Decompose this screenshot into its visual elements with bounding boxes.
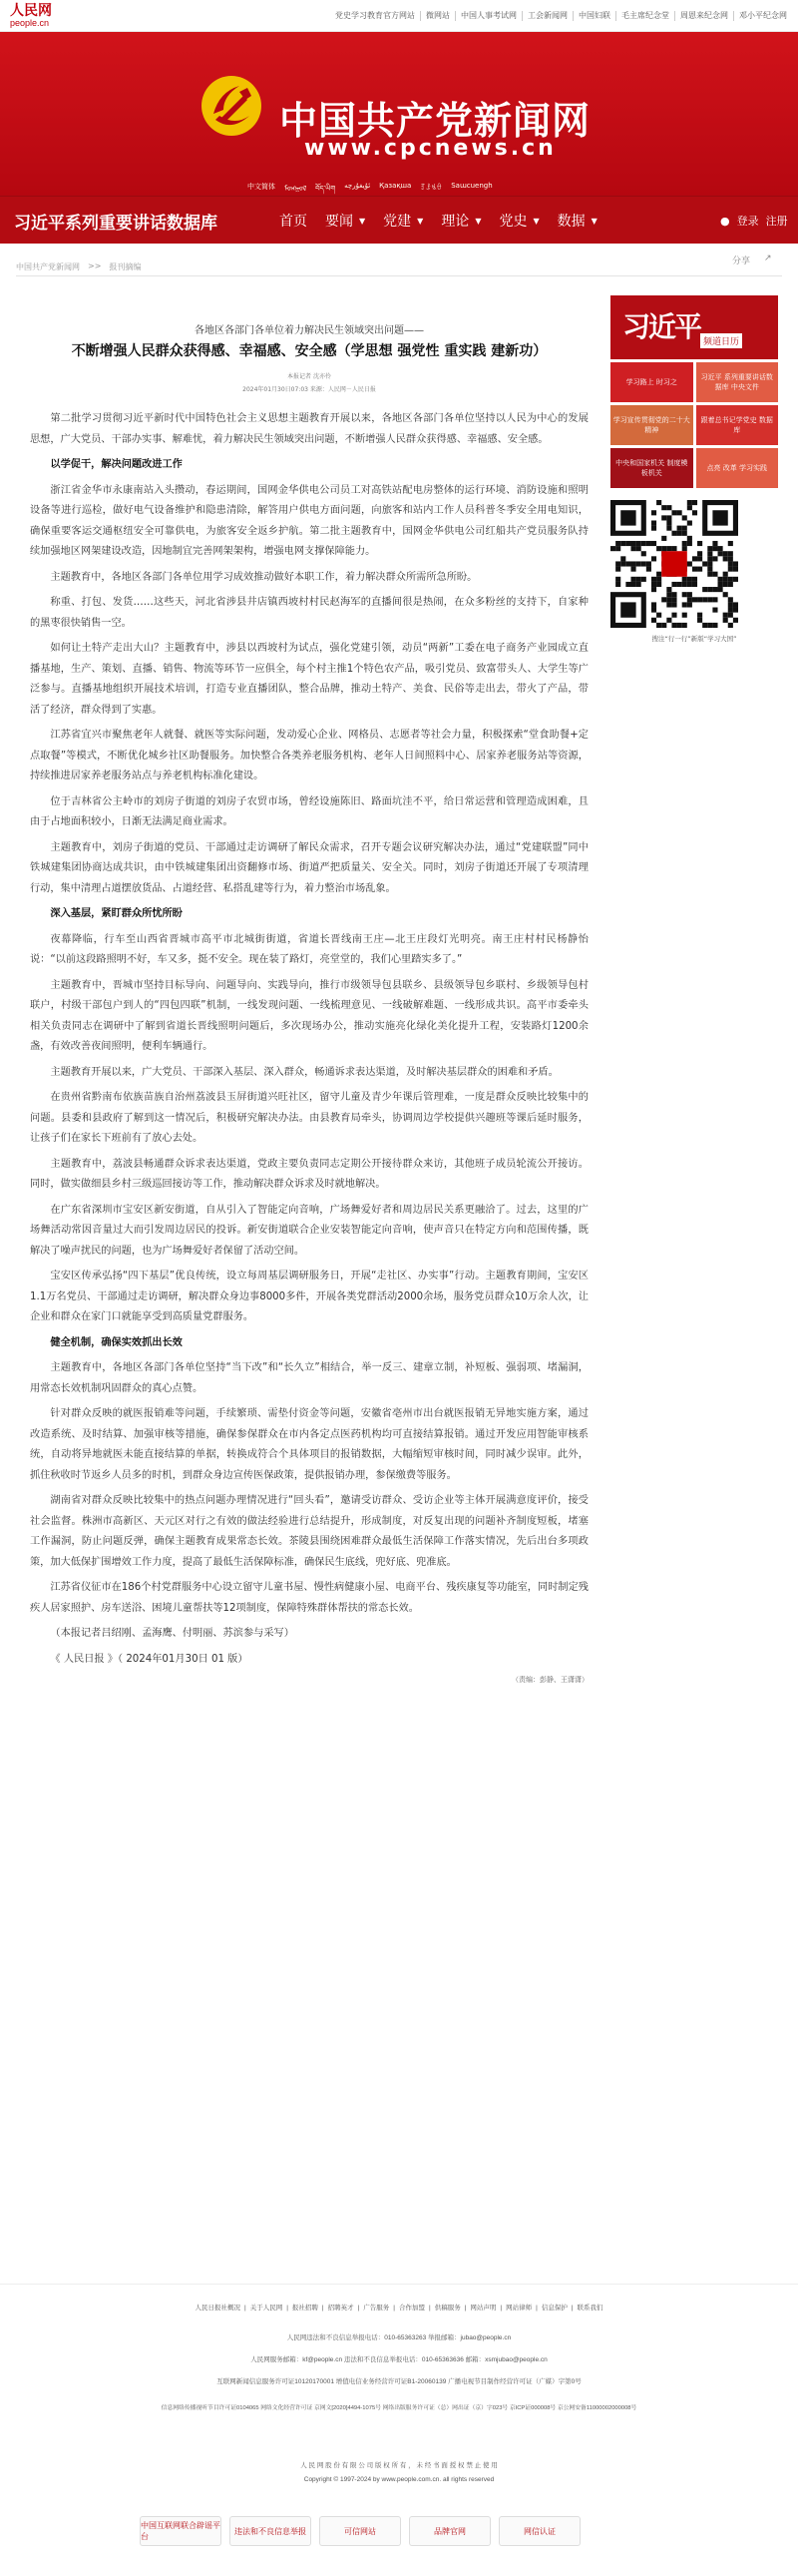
calendar-brush-title: 习近平 [622,310,701,343]
footer-line: 人民网违法和不良信息举报电话：010-65363263 举报邮箱：jubao@people.cn [286,2334,512,2341]
footer-link[interactable]: 招聘英才 [327,2305,354,2312]
article-paragraph: 在贵州省黔南布依族苗族自治州荔波县玉屏街道兴旺社区，留守儿童及青少年课后管理难，一度是群众反映比较集中的问题。县委和县政府了解到这一情况后，积极研究解决办法。由县教育局牵头，协调周边学校提供兴趣班等课后延时服务，让孩子们在家长下班前有了放心去处。 [30,1092,589,1144]
footer [0,2284,798,2576]
footer-badge[interactable]: 可信网站 [319,2516,401,2546]
login-area [720,213,788,229]
chevron-down-icon: ▼ [591,216,598,226]
top-link[interactable]: 邓小平纪念网 [733,11,792,21]
language-link[interactable]: ꆈꌠꁱꂷ [420,184,443,192]
language-link[interactable]: Saɯcuengh [451,182,493,190]
footer-link-separator: | [286,2305,288,2312]
top-link[interactable]: 中国妇联 [573,11,615,21]
chevron-down-icon: ▼ [417,216,424,226]
chevron-down-icon: ▼ [359,216,366,226]
feature-tile[interactable]: 学习宣传贯彻党的二十大精神 [610,405,693,445]
footer-link[interactable]: 网站律师 [506,2305,533,2312]
footer-link[interactable]: 人民日报社概况 [195,2305,240,2312]
article-paragraph: （本报记者吕绍刚、孟海鹰、付明丽、苏滨参与采写） [50,1628,294,1639]
footer-link-separator: | [500,2305,503,2312]
footer-link-separator: | [464,2305,467,2312]
sidebar [610,295,778,643]
nav-item-1[interactable] [325,211,365,231]
user-icon: ● [720,214,730,228]
article-tools [732,254,772,266]
article-paragraph: 位于吉林省公主岭市的刘房子街道的刘房子农贸市场，曾经设施陈旧、路面坑洼不平，给日常运营和管理造成困难，且由于占地面积较小，日渐无法满足商业需求。 [30,795,589,827]
article-paragraph: 主题教育中，刘房子街道的党员、干部通过走访调研了解民众需求，召开专题会议研究解决办法，通过“党建联盟”同中铁城建集团协商达成共识，由中铁城建集团出资翻修市场、街道严把质量关、安全关。同时，刘房子街道还开展了专项清理行动，集中清理占道摆放货品、占道经营、私搭乱建等行为，着力整治市场乱象。 [30,841,589,894]
language-link[interactable]: ᠮᠣᠩᠭᠣᠯ [284,185,307,193]
article-paragraph: 夜幕降临，行车至山西省晋城市高平市北城街街道，省道长晋线南王庄—北王庄段灯光明亮。南王庄村村民杨静怡说：“以前这段路照明不好，车又多，挺不安全。现在装了路灯，亮堂堂的，我们心里踏实多了。” [30,933,589,965]
article-paragraph: 称重、打包、发货……这些天，河北省涉县井店镇西坡村村民赵海军的直播间很是热闹，在众多粉丝的支持下，自家种的黑枣很快销售一空。 [30,597,589,629]
nav-item-5[interactable] [558,211,598,231]
chevron-down-icon: ▼ [475,216,482,226]
logo-text: 人民网 [10,3,52,19]
nav-item-2[interactable] [383,211,423,231]
share-button[interactable]: 分享 [732,257,751,266]
breadcrumb-section[interactable]: 报刊摘编 [109,262,142,271]
footer-links [0,2303,798,2312]
article-paragraph: 江苏省仪征市在186个村党群服务中心设立留守儿童书屋、慢性病健康小屋、电商平台、残疾康复等功能室，同时制定残疾人居家照护、房车送浴、困境儿童帮扶等12项制度，保障特殊群体帮扶的常态长效。 [30,1582,589,1614]
nav-item-label: 党史 [499,214,528,230]
footer-link[interactable]: 信息保护 [541,2305,568,2312]
footer-line: 人民网服务邮箱：kf@people.cn 违法和不良信息举报电话：010-65363636 邮箱：xsmjubao@people.cn [250,2356,548,2363]
breadcrumb-separator: >> [88,261,102,270]
xi-calendar-banner[interactable] [610,295,778,359]
article-paragraph: 第二批学习贯彻习近平新时代中国特色社会主义思想主题教育开展以来，各地区各部门各单位坚持以人民为中心的发展思想，广大党员、干部办实事、解难忧，着力解决民生领域突出问题，不断增强人民群众获得感、幸福感、安全感。 [30,413,589,445]
logo-subtext: people.cn [10,18,50,28]
article-paragraph: 湖南省对群众反映比较集中的热点问题办理情况进行“回头看”，邀请受访群众、受访企业等主体开展满意度评价，接受社会监督。株洲市高新区、天元区对行之有效的做法经验进行总结提升，形成制度，对反复出现的问题补齐制度短板，堵塞工作漏洞，防止问题反弹，确保主题教育成果常态长效。茶陵县围绕困难群众最低生活保障工作落实情况，先后出台多项政策，加大低保扩围增效工作力度，提高了最低生活保障标准，确保民生底线，兜好底、兜准底。 [30,1495,589,1568]
register-link[interactable]: 注册 [765,215,788,228]
nav-item-3[interactable] [441,211,481,231]
calendar-subtitle: 频道日历 [700,333,742,348]
feature-tile[interactable]: 点亮 ​改革 学习实践 [696,448,779,488]
nav-item-label: 理论 [441,214,470,230]
qr-caption: 搜注“行一行”新版“学习大国” [651,635,737,643]
nav-item-0[interactable] [279,211,307,231]
footer-link[interactable]: 报社招聘 [291,2305,318,2312]
article-editor: （责编：彭静、王潇潇） [512,1676,589,1684]
footer-link-separator: | [393,2305,395,2312]
party-emblem-icon [200,74,263,138]
language-link[interactable]: བོད་ཡིག [315,185,336,193]
footer-link-separator: | [357,2305,360,2312]
breadcrumb-home[interactable]: 中国共产党新闻网 [16,262,80,271]
section-heading: 健全机制，确保实效抓出长效 [50,1336,183,1348]
language-link[interactable]: Қазақша [379,182,412,190]
article-byline: 本报记者 沈亦伶 [287,373,331,380]
qr-code-icon [610,500,738,628]
footer-copyright-en: Copyright © 1997-2024 by www.people.com.cn. all rights reserved [303,2476,495,2483]
article-paragraph: 《 人民日报 》（ 2024年01月30日 01 版） [50,1653,248,1665]
nav-item-label: 党建 [383,214,412,230]
main-nav [0,196,798,244]
feature-grid [610,362,778,488]
footer-badge[interactable]: 品牌官网 [409,2516,491,2546]
footer-link-separator: | [429,2305,431,2312]
footer-link[interactable]: 关于人民网 [249,2305,283,2312]
footer-link[interactable]: 合作加盟 [399,2305,425,2312]
footer-link-separator: | [243,2305,246,2312]
article-headline: 不断增强人民群众获得感、幸福感、安全感（学思想 强党性 重实践 建新功） [71,343,548,359]
footer-badge[interactable]: 中国互联网联合辟谣平台 [140,2516,221,2546]
feature-tile[interactable]: 习近平 系列重要讲话数据库 中央文件 [696,362,779,402]
top-link[interactable]: 工会新闻网 [522,11,573,21]
top-link[interactable]: 中国人事考试网 [455,11,522,21]
nav-item-label: 首页 [279,214,307,230]
article-meta: 2024年01月30日07:03 来源：人民网－人民日报 [242,386,376,393]
article-paragraph: 在广东省深圳市宝安区新安街道，自从引入了智能定向音响，广场舞爱好者和周边居民关系更融洽了。过去，这里的广场舞活动常因音量过大而引发周边居民的投诉。新安街道联合企业安装智能定向音响，使声音只在特定方向和范围传播，既解决了噪声扰民的问题，也为广场舞爱好者保留了活动空间。 [30,1204,589,1257]
article-paragraph: 如何让土特产走出大山？主题教育中，涉县以西坡村为试点，强化党建引领，动员“两新”工委在电子商务产业园成立直播基地，生产、策划、直播、销售、物流等环节一应俱全，每个村主推1个特色农产品，吸引党员、致富带头人、大学生等广泛参与。直播基地组织开展技术培训，打造专业直播团队，整合品牌，推动土特产、美食、民俗等走出去，带火了产品，带活了经济，群众得到了实惠。 [30,643,589,716]
article [30,299,589,1685]
footer-badge[interactable]: 违法和不良信息举报 [229,2516,311,2546]
top-link[interactable]: 微网站 [420,11,455,21]
site-url: www.cpcnews.cn [304,136,557,161]
nav-item-4[interactable] [499,211,539,231]
footer-link-separator: | [321,2305,324,2312]
footer-link[interactable]: 联系我们 [577,2305,603,2312]
people-logo[interactable] [10,4,52,28]
article-paragraph: 主题教育中，各地区各部门各单位用学习成效推动做好本职工作，着力解决群众所需所急所盼。 [50,571,478,583]
article-paragraph: 主题教育中，荔波县畅通群众诉求表达渠道，党政主要负责同志定期公开接待群众来访，其他班子成员轮流公开接访。同时，做实做细县乡村三级巡回接访等工作，推动解决群众诉求及时就地解决。 [30,1158,589,1190]
top-link[interactable]: 毛主席纪念堂 [615,11,674,21]
footer-link-separator: | [536,2305,538,2312]
article-paragraph: 主题教育中，晋城市坚持目标导向、问题导向、实践导向，推行市级领导包县联乡、县级领导包乡联村、乡级领导包村联户，村级干部包户到人的“四包四联”机制，一线发现问题、一线梳理意见、一线破解难题、一线形成共识。高平市委牵头相关负责同志在调研中了解到省道长晋线照明问题后，多次现场办公，推动实施亮化绿化美化提升工程，安装路灯1200余盏，有效改善夜间照明，便利车辆通行。 [30,979,589,1052]
nav-menu [279,211,598,231]
top-links [330,0,792,32]
footer-link[interactable]: 网站声明 [470,2305,497,2312]
nav-item-label: 要闻 [325,214,353,230]
nav-item-label: 数据 [557,214,586,230]
chevron-down-icon: ▼ [533,216,540,226]
feature-tile[interactable]: 跟着总书记学党史 数据库 [696,405,779,445]
footer-badges [140,2516,581,2546]
header-divider [16,275,782,276]
footer-link-separator: | [571,2305,574,2312]
language-link[interactable]: 中文简体 [247,183,275,191]
footer-line: 信息网络传播视听节目许可证0104065 网络文化经营许可证 京网文[2020]4494-1075号 网络出版服务许可证（总）网出证（京）字023号 京ICP证000008号 京公网安备11000002000008号 [161,2405,637,2411]
site-banner [0,32,798,196]
site-title: 中国共产党新闻网 [279,99,592,143]
language-link[interactable]: ئۇيغۇرچە [344,182,371,190]
footer-line: 互联网新闻信息服务许可证10120170001 增值电信业务经营许可证B1-20060139 广播电视节目制作经营许可证（广媒）字第0号 [216,2378,582,2385]
section-title[interactable]: 习近平系列重要讲话数据库 [14,214,217,234]
article-paragraph: 针对群众反映的就医报销难等问题，手续繁琐、需垫付资金等问题，安徽省亳州市出台就医报销无异地实施方案，通过改造系统、及时结算、加强审核等措施，确保参保群众在市内各定点医药机构均可直接结算报销。通过开发应用智能审核系统，自动将异地就医未能直接结算的单据，转换成符合个具体项目的报销数据，大幅缩短审核时间，同时减少误审。此外，抓住秋收时节返乡人员多的时机，到群众身边宣传医保政策，提供报销办理，参保缴费等服务。 [30,1408,589,1481]
feature-tile[interactable]: 中央和国家机关 制度模板机关 [610,448,693,488]
article-paragraph: 主题教育开展以来，广大党员、干部深入基层、深入群众，畅通诉求表达渠道，及时解决基层群众的困难和矛盾。 [50,1066,559,1078]
top-link[interactable]: 周恩来纪念网 [674,11,733,21]
login-link[interactable]: 登录 [736,215,759,228]
article-paragraph: 主题教育中，各地区各部门各单位坚持“当下改”和“长久立”相结合，举一反三、建章立制，补短板、强弱项、堵漏洞，用常态长效机制巩固群众的真心点赞。 [30,1362,589,1394]
article-paragraph: 宝安区传承弘扬“四下基层”优良传统，设立每周基层调研服务日，开展“走社区、办实事”行动。主题教育期间，宝安区1.1万名党员、干部通过走访调研，解决群众身边事8000多件，开展各类党群活动2000余场，服务党员群众10万余人次，让企业和群众在家门口就能享受到高质量党群服务。 [30,1271,589,1322]
breadcrumb [16,261,141,272]
footer-link[interactable]: 供稿服务 [434,2305,461,2312]
top-bar [0,0,798,32]
article-paragraph: 江苏省宜兴市聚焦老年人就餐、就医等实际问题，发动爱心企业、网格员、志愿者等社会力量，积极探索“堂食助餐+定点取餐”等模式，不断优化城乡社区助餐服务。加快整合各类养老服务机构、老年人日间照料中心、居家养老服务站等资源，持续推进居家养老服务站点与养老机构标准化建设。 [30,730,589,781]
footer-link[interactable]: 广告服务 [363,2305,390,2312]
top-link[interactable]: 党史学习教育官方网站 [335,11,415,20]
footer-copyright: 人 民 网 股 份 有 限 公 司 版 权 所 有 ， 未 经 书 面 授 权 禁 止 使 用 [300,2462,498,2469]
article-paragraph: 浙江省金华市永康南站入头攒动，春运期间，国网金华供电公司员工对高铁站配电房整体的运行环境、消防设施和照明设备等进行巡检，做好电气设备维护和隐患清除，解答用户供电方面问题，向旅客和站内工作人员科普冬季安全用电知识，确保重要客运交通枢纽安全可靠供电，为旅客安全返乡护航。第二批主题教育中，国网金华供电公司红船共产党员服务队持续加强地区网架建设改造，因地制宜完善网架架构，增强电网支撑保障能力。 [30,484,589,557]
external-link-icon[interactable]: ↗ [764,254,772,263]
article-kicker: 各地区各部门各单位着力解决民生领域突出问题—— [195,325,424,336]
footer-badge[interactable]: 网信认证 [499,2516,581,2546]
feature-tile[interactable]: 学习路上 时习之 [610,362,693,402]
section-heading: 以学促干，解决问题改进工作 [50,459,183,470]
section-heading: 深入基层，紧盯群众所忧所盼 [50,908,183,919]
article-body [30,409,589,1670]
